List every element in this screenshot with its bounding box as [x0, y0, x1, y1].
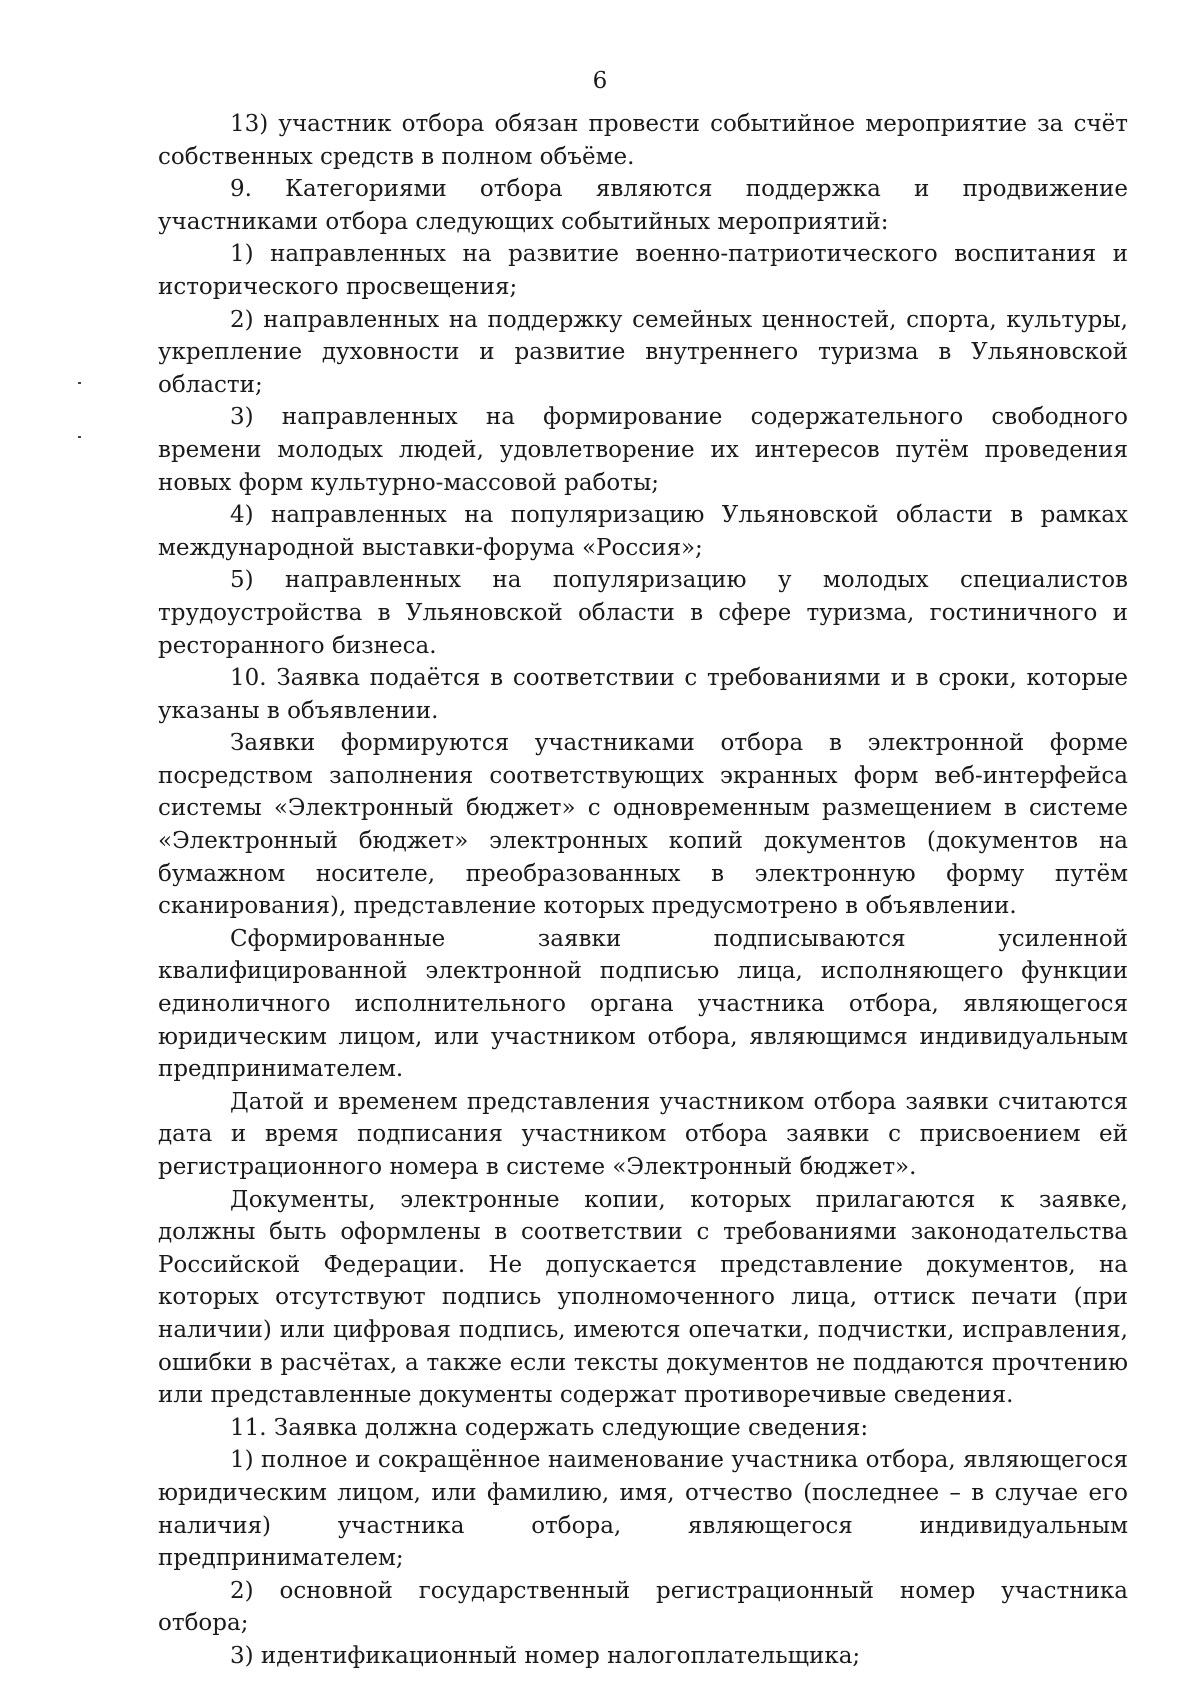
paragraph-item-13: 13) участник отбора обязан провести событийное мероприятие за счёт собственных средств в полном объёме.	[158, 111, 1128, 170]
paragraph-category-4: 4) направленных на популяризацию Ульяновской области в рамках международной выставки-форума «Россия»;	[158, 502, 1128, 561]
paragraph-application-signing: Сформированные заявки подписываются усиленной квалифицированной электронной подписью лица, исполняющего функции единоличного исполнительного органа участника отбора, являющегося юридическим лицом, или участником отбора, являющимся индивидуальным предпринимателем.	[158, 925, 1128, 1083]
paragraph-category-3: 3) направленных на формирование содержательного свободного времени молодых людей, удовлетворение их интересов путём проведения новых форм культурно-массовой работы;	[158, 404, 1128, 496]
paragraph-info-3: 3) идентификационный номер налогоплательщика;	[230, 1642, 861, 1669]
paragraph-category-2: 2) направленных на поддержку семейных ценностей, спорта, культуры, укрепление духовности и развитие внутреннего туризма в Ульяновской области;	[158, 306, 1128, 398]
paragraph-submission-date: Датой и временем представления участником отбора заявки считаются дата и время подписания участником отбора заявки с присвоением ей регистрационного номера в системе «Электронный бюджет».	[158, 1088, 1128, 1180]
page-number: 6	[592, 68, 608, 94]
paragraph-info-1: 1) полное и сокращённое наименование участника отбора, являющегося юридическим лицом, или фамилию, имя, отчество (последнее – в случае его наличия) участника отбора, являющегося индивидуальным предпринимателем;	[158, 1447, 1128, 1572]
document-body	[158, 108, 1128, 1673]
paragraph-info-2: 2) основной государственный регистрационный номер участника отбора;	[158, 1577, 1128, 1637]
paragraph-clause-9: 9. Категориями отбора являются поддержка и продвижение участниками отбора следующих событийных мероприятий:	[158, 176, 1128, 235]
paragraph-category-1: 1) направленных на развитие военно-патриотического воспитания и исторического просвещения;	[158, 241, 1128, 300]
paragraph-documents-requirements: Документы, электронные копии, которых прилагаются к заявке, должны быть оформлены в соответствии с требованиями законодательства Российской Федерации. Не допускается представление документов, на которых отсутствуют подпись уполномоченного лица, оттиск печати (при наличии) или цифровая подпись, имеются опечатки, подчистки, исправления, ошибки в расчётах, а также если тексты документов не поддаются прочтению или представленные документы содержат противоречивые сведения.	[158, 1186, 1128, 1409]
paragraph-clause-10: 10. Заявка подаётся в соответствии с требованиями и в сроки, которые указаны в объявлении.	[158, 665, 1128, 724]
paragraph-application-forming: Заявки формируются участниками отбора в электронной форме посредством заполнения соответствующих экранных форм веб-интерфейса системы «Электронный бюджет» с одновременным размещением в системе «Электронный бюджет» электронных копий документов (документов на бумажном носителе, преобразованных в электронную форму путём сканирования), представление которых предусмотрено в объявлении.	[158, 730, 1128, 920]
scan-speck	[78, 382, 81, 384]
paragraph-category-5: 5) направленных на популяризацию у молодых специалистов трудоустройства в Ульяновской области в сфере туризма, гостиничного и ресторанного бизнеса.	[158, 567, 1128, 659]
scan-speck	[78, 436, 81, 438]
paragraph-clause-11: 11. Заявка должна содержать следующие сведения:	[230, 1414, 869, 1441]
